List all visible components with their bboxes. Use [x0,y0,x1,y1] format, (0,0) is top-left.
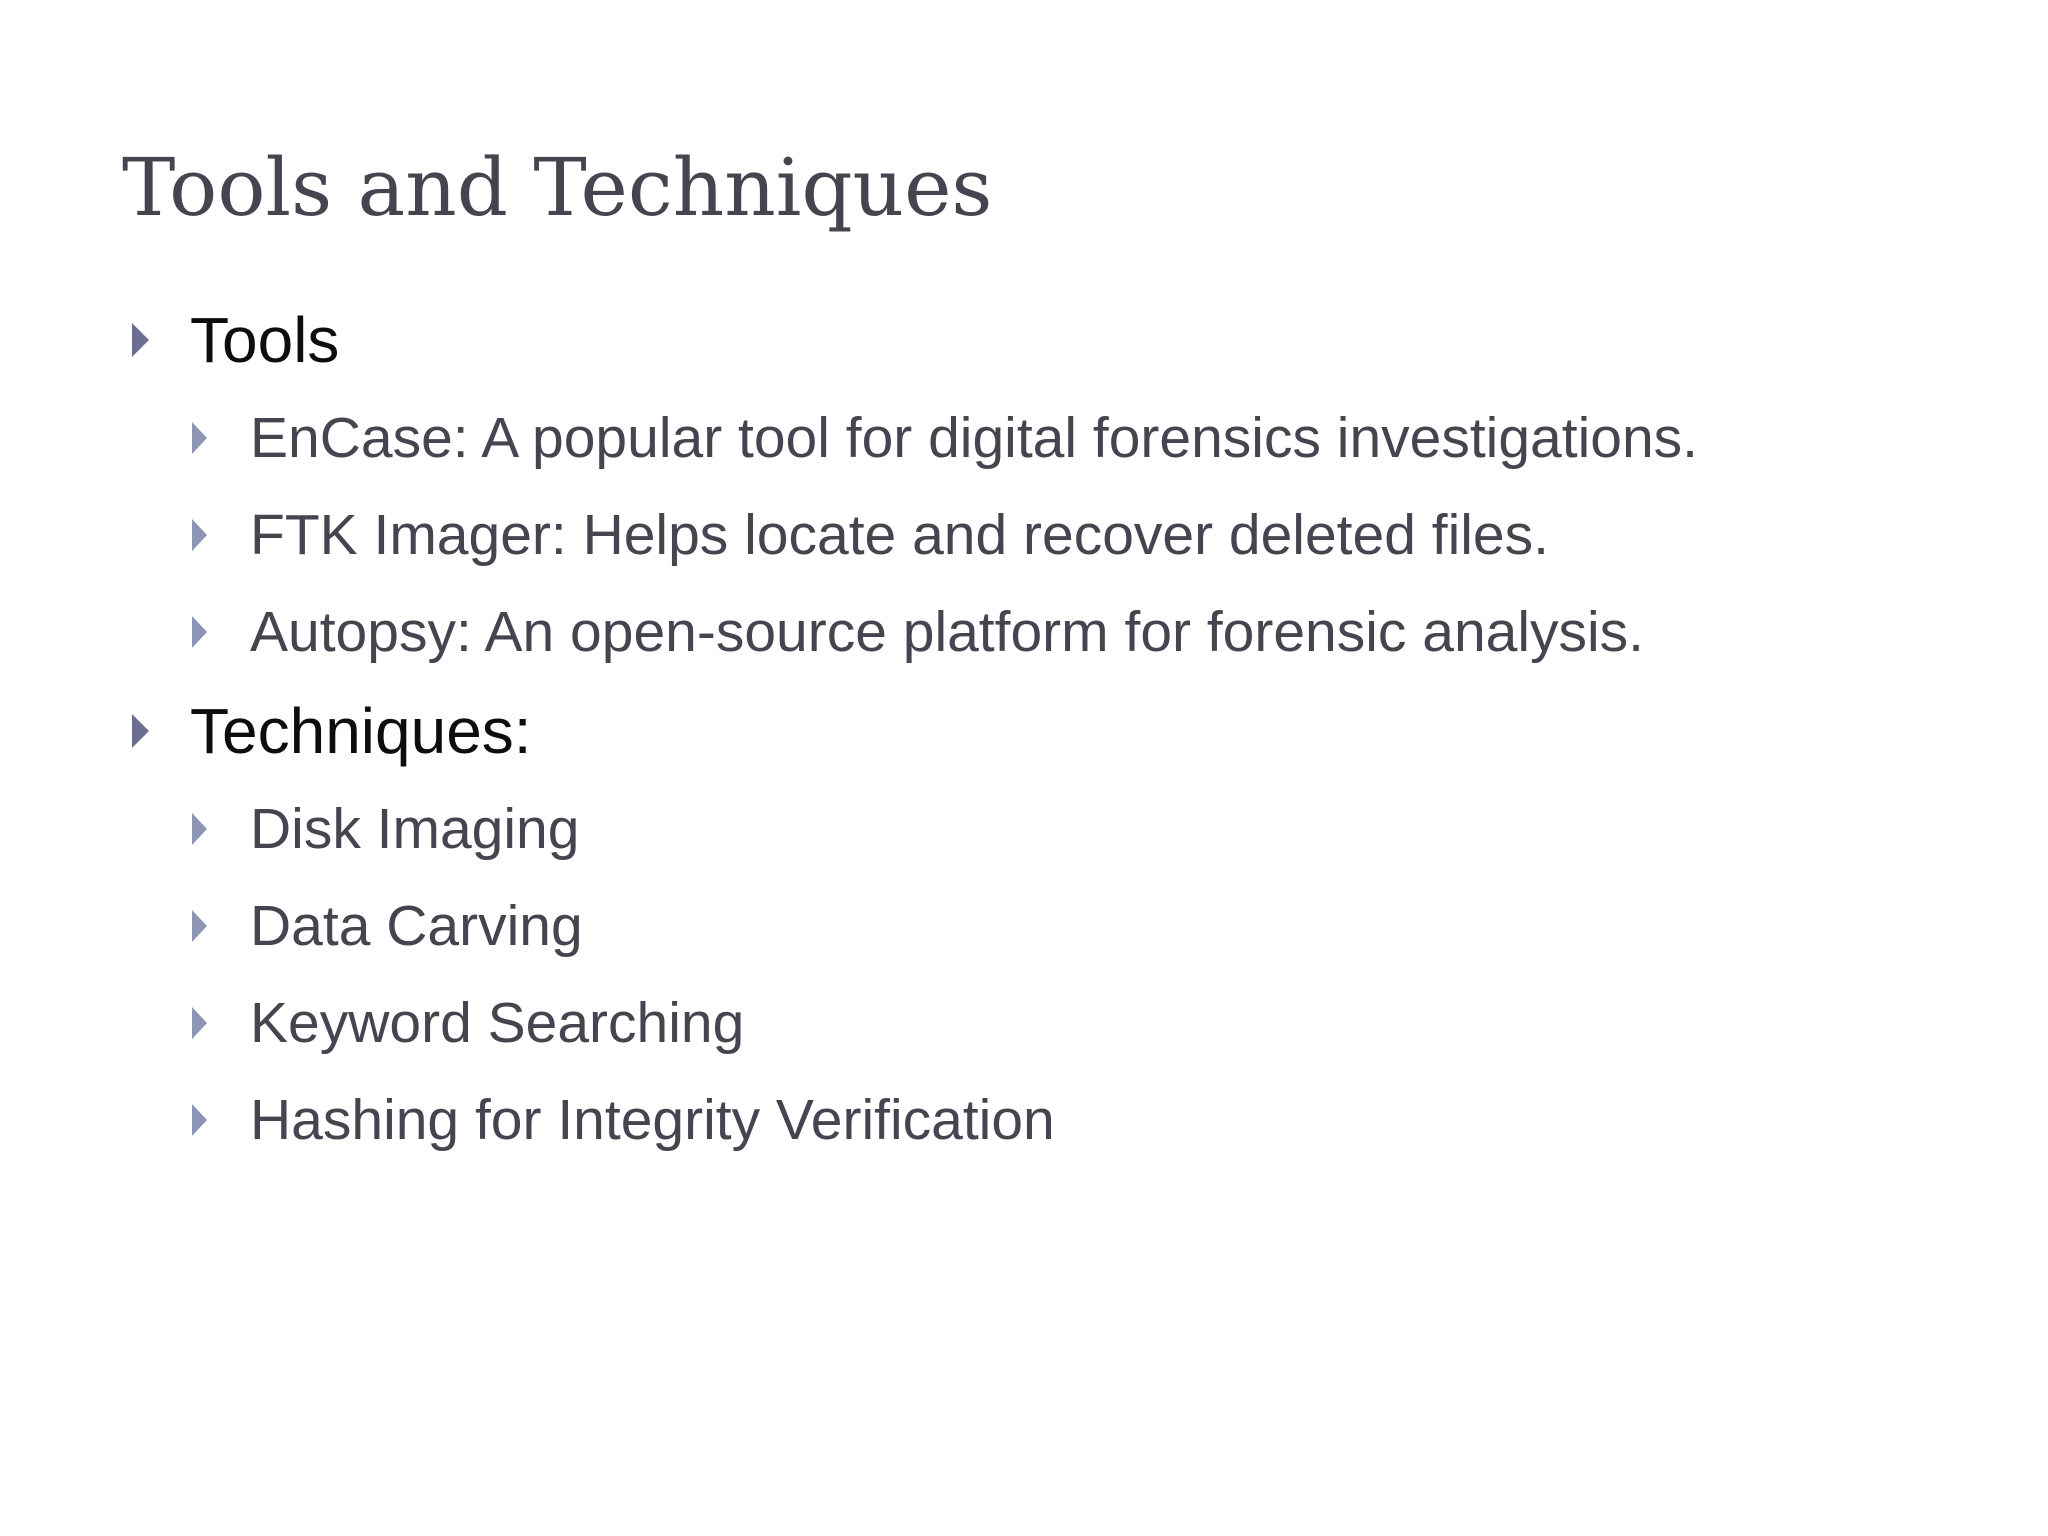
triangle-right-icon [192,1104,207,1136]
triangle-right-icon [192,813,207,845]
sub-bullet-text: Disk Imaging [250,797,580,861]
sub-bullet-text: Autopsy: An open-source platform for forensic analysis. [250,600,1645,664]
sub-bullet-item [122,1072,2002,1169]
sub-bullet-item [122,584,2002,681]
sub-bullet-text: EnCase: A popular tool for digital forensics investigations. [250,406,1698,470]
bullet-label: Techniques: [190,695,532,767]
sub-bullet-item [122,487,2002,584]
sub-bullet-item [122,390,2002,487]
triangle-right-icon [192,616,207,648]
bullet-list [122,290,2002,1169]
sub-bullet-text: Data Carving [250,894,583,958]
sub-bullet-item [122,781,2002,878]
sub-bullet-item [122,975,2002,1072]
sub-bullet-text: Keyword Searching [250,991,745,1055]
triangle-right-icon [132,323,149,357]
slide-title: Tools and Techniques [122,141,993,234]
sub-bullet-item [122,878,2002,975]
triangle-right-icon [192,910,207,942]
bullet-label: Tools [190,304,340,376]
triangle-right-icon [132,714,149,748]
triangle-right-icon [192,519,207,551]
sub-bullet-text: Hashing for Integrity Verification [250,1088,1055,1152]
triangle-right-icon [192,1007,207,1039]
sub-bullet-text: FTK Imager: Helps locate and recover deleted files. [250,503,1549,567]
bullet-item-tools [122,290,2002,390]
bullet-item-techniques [122,681,2002,781]
triangle-right-icon [192,422,207,454]
